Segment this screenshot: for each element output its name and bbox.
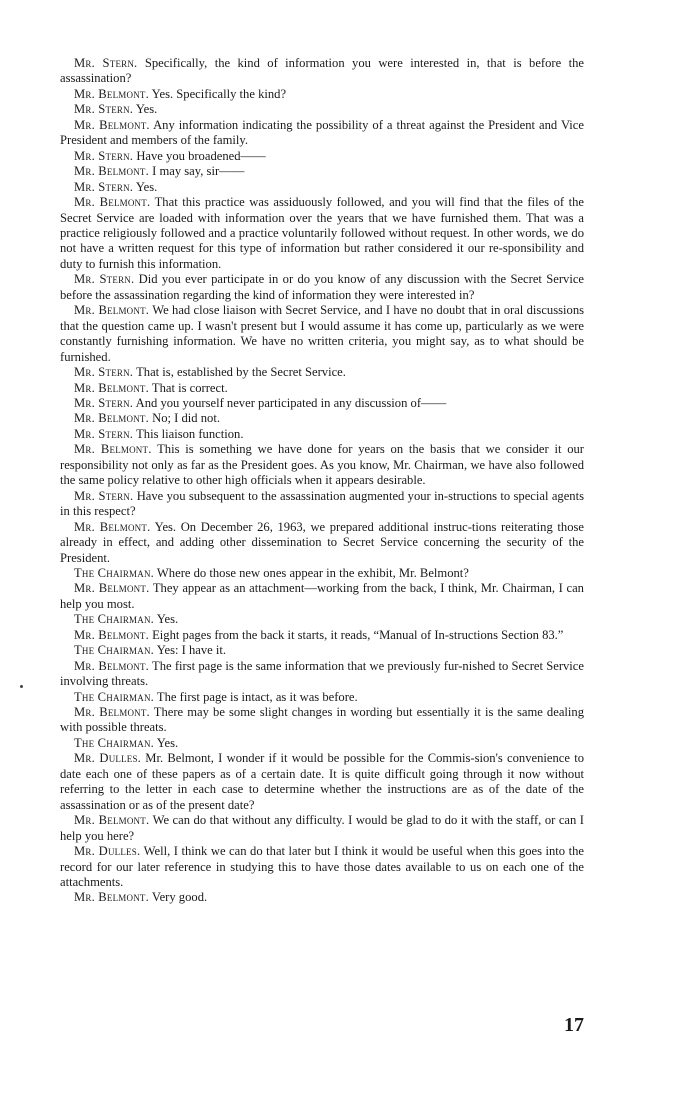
- paragraph-text: Where do those new ones appear in the exhibit, Mr. Belmont?: [156, 565, 469, 580]
- paragraph-text: I may say, sir——: [152, 164, 245, 179]
- paragraph: [60, 164, 584, 179]
- paragraph: [60, 303, 584, 365]
- paragraph: [60, 612, 584, 627]
- paragraph: [60, 149, 584, 164]
- paragraph-text: Did you ever participate in or do you know of any discussion with the Secret Service before the assassination regarding the kind of information they were interested in?: [60, 272, 584, 302]
- speaker-name: The Chairman.: [74, 689, 154, 704]
- paragraph: [60, 566, 584, 581]
- paragraph: [60, 272, 584, 303]
- paragraph: [60, 442, 584, 488]
- speaker-name: Mr. Belmont.: [74, 627, 149, 642]
- paragraph-text: Yes.: [135, 179, 158, 194]
- paragraph: [60, 411, 584, 426]
- paragraph-text: Yes. Specifically the kind?: [151, 86, 287, 101]
- speaker-name: Mr. Belmont.: [74, 442, 152, 457]
- speaker-name: Mr. Belmont.: [74, 705, 150, 720]
- speaker-name: The Chairman.: [74, 643, 154, 658]
- speaker-name: Mr. Stern.: [74, 365, 134, 380]
- paragraph: [60, 520, 584, 566]
- speaker-name: Mr. Belmont.: [74, 813, 150, 828]
- speaker-name: The Chairman.: [74, 735, 154, 750]
- paragraph: [60, 87, 584, 102]
- paragraph: [60, 381, 584, 396]
- transcript-body: [60, 56, 584, 906]
- paragraph: [60, 659, 584, 690]
- paragraph-text: Yes: I have it.: [156, 643, 227, 658]
- paragraph-text: Well, I think we can do that later but I think it would be useful when this goes into the record for our later reference in studying this to have those dates available to us on each one of the attachments.: [60, 844, 584, 890]
- paragraph-text: Yes. On December 26, 1963, we prepared additional instruc-tions reiterating those already in effect, and adding other dissemination to Secret Service concerning the security of the President.: [60, 519, 584, 565]
- paragraph-text: The first page is the same information that we previously fur-nished to Secret Service involving threats.: [60, 658, 584, 689]
- paragraph-text: They appear as an attachment—working from the back, I think, Mr. Chairman, I can help you most.: [60, 581, 584, 611]
- speaker-name: The Chairman.: [74, 565, 154, 580]
- speaker-name: Mr. Stern.: [74, 148, 134, 163]
- speaker-name: Mr. Belmont.: [74, 195, 151, 210]
- paragraph-text: This is something we have done for years on the basis that we consider it our responsibility not only as far as the President goes. As you know, Mr. Chairman, we have also followed the same policy relative to other high officials when it appears desirable.: [60, 442, 584, 488]
- paragraph: [60, 195, 584, 272]
- paragraph-text: That this practice was assiduously followed, and you will find that the files of the Secret Service are loaded with information over the years that we have furnished them. That was a practice religiously followed and a practice voluntarily followed without request. In other words, we do not have a written request for this type of information but rather considered it our re-sponsibility and duty to furnish this information.: [60, 195, 584, 271]
- paragraph-text: This liaison function.: [136, 426, 244, 441]
- paragraph: [60, 102, 584, 117]
- paragraph: [60, 180, 584, 195]
- paragraph: [60, 56, 584, 87]
- paragraph: [60, 844, 584, 890]
- paragraph: [60, 365, 584, 380]
- speaker-name: Mr. Stern.: [74, 179, 134, 194]
- paragraph-text: Specifically, the kind of information you were interested in, that is before the assassination?: [60, 56, 584, 86]
- paragraph: [60, 736, 584, 751]
- paragraph-text: That is, established by the Secret Service.: [136, 365, 346, 380]
- margin-mark: [20, 685, 23, 688]
- paragraph: [60, 643, 584, 658]
- paragraph: [60, 890, 584, 905]
- paragraph: [60, 427, 584, 442]
- paragraph: [60, 628, 584, 643]
- paragraph-text: Yes.: [135, 102, 158, 117]
- paragraph-text: That is correct.: [151, 380, 228, 395]
- paragraph-text: We can do that without any difficulty. I would be glad to do it with the staff, or can I help you here?: [60, 813, 584, 843]
- speaker-name: Mr. Stern.: [74, 272, 135, 287]
- paragraph-text: Have you broadened——: [136, 148, 266, 163]
- paragraph-text: There may be some slight changes in wording but essentially it is the same dealing with possible threats.: [60, 705, 584, 735]
- speaker-name: Mr. Belmont.: [74, 658, 150, 673]
- paragraph-text: Yes.: [156, 735, 179, 750]
- paragraph: [60, 396, 584, 411]
- speaker-name: Mr. Belmont.: [74, 519, 151, 534]
- speaker-name: Mr. Stern.: [74, 56, 138, 70]
- paragraph-text: Mr. Belmont, I wonder if it would be possible for the Commis-sion's convenience to date each one of these papers as of a certain date. It is quite difficult going through it now without referring to the letter in each case to determine whether the instructions are as of the date of the assassination or as of the present date?: [60, 751, 584, 812]
- speaker-name: Mr. Belmont.: [74, 164, 149, 179]
- speaker-name: Mr. Stern.: [74, 488, 134, 503]
- paragraph: [60, 813, 584, 844]
- speaker-name: Mr. Belmont.: [74, 890, 149, 905]
- paragraph-text: No; I did not.: [152, 411, 220, 426]
- paragraph: [60, 489, 584, 520]
- page-number: 17: [564, 1014, 584, 1036]
- speaker-name: Mr. Dulles.: [74, 751, 142, 766]
- paragraph-text: We had close liaison with Secret Service, and I have no doubt that in oral discussions that the question came up. I wasn't present but I would assume it has come up, particularly as we were constantly furnishing information. We have no written criteria, you might say, as to what should be furnished.: [60, 303, 585, 364]
- speaker-name: Mr. Belmont.: [74, 86, 149, 101]
- speaker-name: Mr. Belmont.: [74, 380, 149, 395]
- paragraph-text: Very good.: [151, 890, 208, 905]
- paragraph: [60, 118, 584, 149]
- paragraph: [60, 581, 584, 612]
- paragraph: [60, 690, 584, 705]
- speaker-name: Mr. Stern.: [74, 102, 134, 117]
- paragraph: [60, 751, 584, 813]
- speaker-name: The Chairman.: [74, 612, 154, 627]
- paragraph: [60, 705, 584, 736]
- speaker-name: Mr. Dulles.: [74, 844, 141, 859]
- paragraph-text: Have you subsequent to the assassination augmented your in-structions to special agents in this respect?: [60, 488, 584, 519]
- paragraph-text: The first page is intact, as it was before.: [156, 689, 358, 704]
- paragraph-text: Yes.: [156, 612, 179, 627]
- speaker-name: Mr. Belmont.: [74, 581, 150, 596]
- speaker-name: Mr. Belmont.: [74, 117, 150, 132]
- speaker-name: Mr. Stern.: [74, 426, 134, 441]
- paragraph-text: Eight pages from the back it starts, it reads, “Manual of In-structions Section 83.”: [152, 627, 564, 642]
- speaker-name: Mr. Belmont.: [74, 411, 149, 426]
- speaker-name: Mr. Stern.: [74, 395, 134, 410]
- paragraph-text: Any information indicating the possibility of a threat against the President and Vice President and members of the family.: [60, 117, 584, 148]
- speaker-name: Mr. Belmont.: [74, 303, 150, 318]
- paragraph-text: And you yourself never participated in any discussion of——: [135, 395, 447, 410]
